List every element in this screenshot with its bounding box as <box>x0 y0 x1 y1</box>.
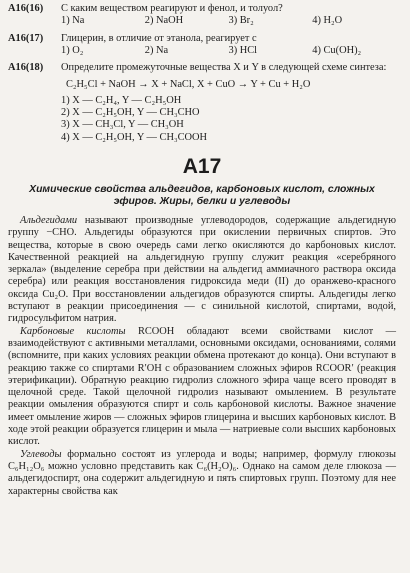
question-a16-16 <box>8 3 396 15</box>
answer-option: 3) X — CH₃Cl, Y — CH₃OH <box>61 119 184 131</box>
answer-options <box>8 15 396 27</box>
question-text: С каким веществом реагируют и фенол, и толуол? <box>61 3 283 14</box>
question-a16-17 <box>8 33 396 45</box>
paragraph-body: называют производные углеводородов, содержащие альдегидную группу −CHO. Альдегиды образуются при окислении первичных спиртов. Это вещества, которые в свою очередь сами легко окисляются до карбоновых кислот. Качественной реакцией на альдегидную группу служит реакция «серебряного зеркала» (выделение серебра при действии на альдегид аммиачного раствора оксида серебра) или реакция восстановления гидроксида меди (II) до оранжево-красного оксида Cu₂O. При восстановлении альдегидов образуются спирты. Альдегиды легко вступают в реакции присоединения — с синильной кислотой, спиртами, водой, гидросульфитом натрия. <box>8 214 396 325</box>
section-title: Химические свойства альдегидов, карбоновых кислот, сложных эфиров. Жиры, белки и углеводы <box>29 183 375 208</box>
paragraph-carbohydrates <box>8 449 396 498</box>
question-number: A16(18) <box>8 62 44 74</box>
answer-option: 2) Na <box>144 44 169 56</box>
answer-option: 4) H₂O <box>312 15 343 27</box>
answer-option: 2) NaOH <box>144 15 184 27</box>
question-text: Глицерин, в отличие от этанола, реагирует с <box>61 32 257 44</box>
question-number: A16(17) <box>8 32 44 44</box>
answer-option: 1) O₂ <box>61 44 84 56</box>
synthesis-equation: C₂H₅Cl + NaOH → X + NaCl, X + CuO → Y + Cu + H₂O <box>66 79 311 91</box>
answer-option: 3) HCl <box>228 44 258 56</box>
term-carboxylic-acids: Карбоновые кислоты <box>20 325 126 337</box>
term-aldehydes: Альдегидами <box>20 214 78 226</box>
paragraph-body: формально состоят из углерода и воды; например, формулу глюкозы C₆H₁₂O₆ можно условно представить как C₆(H₂O)₆. Однако на самом деле глюкоза — альдегидоспирт, она содержит альдегидную и пять спиртовых групп. Поэтому для нее характерны свойства как <box>8 448 396 497</box>
paragraph-body: RCOOH обладают всеми свойствами кислот — взаимодействуют с активными металлами, основными оксидами, основаниями, солями (вспомните, при каких условиях реакции обмена протекают до конца). Они вступают в реакцию также со спиртами R′OH с образованием сложных эфиров RCOOR′ (реакция этерификации). Обратную реакцию гидролиз сложного эфира чаще всего проводят в щелочной среде. Такой щелочной гидролиз называют омылением. В результате реакции омыления образуются спирт и соль карбоновой кислоты. Важное значение имеет омыление жиров — сложных эфиров глицерина и высших карбоновых кислот. В ходе этой реакции образуется глицерин и мыла — натриевые соли высших карбоновых кислот. <box>8 325 396 448</box>
answer-option: 4) X — C₂H₅OH, Y — CH₃COOH <box>61 131 208 143</box>
question-text: Определите промежуточные вещества X и Y в следующей схеме синтеза: <box>61 62 387 74</box>
answer-option: 1) X — C₂H₄, Y — C₂H₅OH <box>61 94 182 106</box>
answer-option: 3) Br₂ <box>228 15 254 27</box>
answer-option: 1) Na <box>61 15 85 27</box>
answer-option: 4) Cu(OH)₂ <box>312 44 362 56</box>
answer-option: 2) X — C₂H₅OH, Y — CH₃CHO <box>61 107 200 119</box>
term-carbohydrates: Углеводы <box>20 448 62 460</box>
question-number: A16(16) <box>8 3 44 14</box>
answer-options <box>8 45 396 57</box>
question-a16-18 <box>8 62 396 74</box>
paragraph-carboxylic-acids <box>8 326 396 449</box>
section-number: A17 <box>182 154 222 178</box>
paragraph-aldehydes <box>8 215 396 326</box>
